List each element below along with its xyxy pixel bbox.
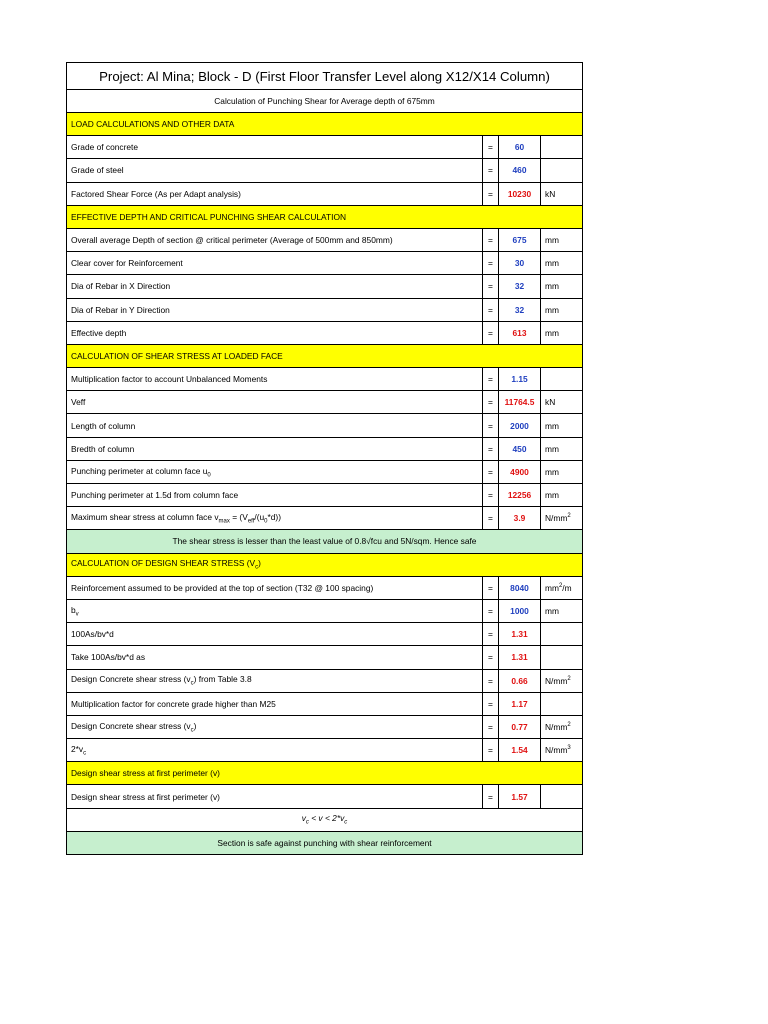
row-equals: =	[483, 252, 499, 275]
row-unit	[541, 136, 583, 159]
table-row	[67, 437, 583, 460]
row-value: 1.17	[499, 692, 541, 715]
row-unit: mm	[541, 228, 583, 251]
row-equals: =	[483, 715, 499, 738]
row-label: Grade of steel	[67, 159, 483, 182]
row-value: 1.15	[499, 368, 541, 391]
row-unit: kN	[541, 182, 583, 205]
row-label: Maximum shear stress at column face $v_{max} = (V_{eff}/(u_0*d))$	[67, 507, 483, 530]
row-equals: =	[483, 136, 499, 159]
row-label: Veff	[67, 391, 483, 414]
row-equals: =	[483, 391, 499, 414]
row-equals: =	[483, 646, 499, 669]
subtitle-row	[67, 90, 583, 113]
row-value: 2000	[499, 414, 541, 437]
table-row	[67, 785, 583, 808]
row-label: Effective depth	[67, 321, 483, 344]
row-label: Bredth of column	[67, 437, 483, 460]
row-value: 1000	[499, 599, 541, 622]
row-value: 1.31	[499, 646, 541, 669]
table-row	[67, 739, 583, 762]
row-equals: =	[483, 739, 499, 762]
row-equals: =	[483, 507, 499, 530]
table-row	[67, 507, 583, 530]
row-value: 32	[499, 275, 541, 298]
row-equals: =	[483, 460, 499, 483]
row-value: 30	[499, 252, 541, 275]
row-label: Punching perimeter at column face $u_0$	[67, 460, 483, 483]
row-label: Multiplication factor for concrete grade higher than M25	[67, 692, 483, 715]
row-unit: mm	[541, 252, 583, 275]
row-unit	[541, 646, 583, 669]
table-row	[67, 646, 583, 669]
row-value: 4900	[499, 460, 541, 483]
table-row	[67, 391, 583, 414]
section-header-first-perimeter: Design shear stress at first perimeter (v)	[67, 762, 583, 785]
table-row	[67, 414, 583, 437]
row-equals: =	[483, 182, 499, 205]
row-equals: =	[483, 159, 499, 182]
row-unit: mm	[541, 460, 583, 483]
row-equals: =	[483, 437, 499, 460]
row-value: 675	[499, 228, 541, 251]
row-equals: =	[483, 414, 499, 437]
row-label: Multiplication factor to account Unbalanced Moments	[67, 368, 483, 391]
table-row	[67, 484, 583, 507]
row-equals: =	[483, 368, 499, 391]
row-label: Reinforcement assumed to be provided at the top of section (T32 @ 100 spacing)	[67, 576, 483, 599]
row-equals: =	[483, 484, 499, 507]
row-equals: =	[483, 599, 499, 622]
row-value: 8040	[499, 576, 541, 599]
row-label: Take 100As/bv*d as	[67, 646, 483, 669]
row-unit: mm	[541, 298, 583, 321]
row-equals: =	[483, 785, 499, 808]
row-label: $b_v$	[67, 599, 483, 622]
row-unit: mm	[541, 484, 583, 507]
page-title: Project: Al Mina; Block - D (First Floor Transfer Level along X12/X14 Column)	[67, 63, 583, 90]
row-equals: =	[483, 298, 499, 321]
row-value: 60	[499, 136, 541, 159]
table-row	[67, 136, 583, 159]
section-header-design: CALCULATION OF DESIGN SHEAR STRESS $(V_c)$	[67, 553, 583, 576]
inequality-text: $v_c < v < 2*v_c$	[67, 808, 583, 831]
table-row	[67, 275, 583, 298]
row-unit: mm	[541, 414, 583, 437]
row-unit	[541, 785, 583, 808]
row-value: 32	[499, 298, 541, 321]
row-label: Dia of Rebar in Y Direction	[67, 298, 483, 321]
row-label: $2*v_c$	[67, 739, 483, 762]
page-subtitle: Calculation of Punching Shear for Average depth of 675mm	[67, 90, 583, 113]
row-equals: =	[483, 669, 499, 692]
table-row	[67, 182, 583, 205]
row-unit: $N/mm^3$	[541, 739, 583, 762]
row-unit	[541, 623, 583, 646]
row-unit: $mm^2/m$	[541, 576, 583, 599]
row-value: 1.31	[499, 623, 541, 646]
inequality-row	[67, 808, 583, 831]
row-unit	[541, 692, 583, 715]
table-row	[67, 252, 583, 275]
row-equals: =	[483, 623, 499, 646]
table-row	[67, 599, 583, 622]
conclusion-text: Section is safe against punching with shear reinforcement	[67, 831, 583, 854]
row-value: 613	[499, 321, 541, 344]
title-row	[67, 63, 583, 90]
row-value: 1.54	[499, 739, 541, 762]
row-unit: mm	[541, 599, 583, 622]
row-value: 450	[499, 437, 541, 460]
row-label: Clear cover for Reinforcement	[67, 252, 483, 275]
table-row	[67, 298, 583, 321]
row-value: 460	[499, 159, 541, 182]
row-unit: $N/mm^2$	[541, 507, 583, 530]
row-value: 3.9	[499, 507, 541, 530]
row-label: Design Concrete shear stress $(v_c)$	[67, 715, 483, 738]
table-row	[67, 715, 583, 738]
table-row	[67, 460, 583, 483]
row-unit: mm	[541, 275, 583, 298]
table-row	[67, 669, 583, 692]
table-row	[67, 692, 583, 715]
row-label: Design Concrete shear stress $(v_c)$ from Table 3.8	[67, 669, 483, 692]
row-label: 100As/bv*d	[67, 623, 483, 646]
row-value: 10230	[499, 182, 541, 205]
row-unit: $N/mm^2$	[541, 669, 583, 692]
row-value: 11764.5	[499, 391, 541, 414]
punching-shear-sheet	[66, 62, 583, 855]
row-unit: $N/mm^2$	[541, 715, 583, 738]
row-unit: kN	[541, 391, 583, 414]
row-unit	[541, 368, 583, 391]
section-header-depth: EFFECTIVE DEPTH AND CRITICAL PUNCHING SHEAR CALCULATION	[67, 205, 583, 228]
section-header-load: LOAD CALCULATIONS AND OTHER DATA	[67, 113, 583, 136]
row-label: Dia of Rebar in X Direction	[67, 275, 483, 298]
row-equals: =	[483, 275, 499, 298]
stress-check-note: The shear stress is lesser than the least value of 0.8√fcu and 5N/sqm. Hence safe	[67, 530, 583, 553]
row-label: Factored Shear Force (As per Adapt analysis)	[67, 182, 483, 205]
row-label: Overall average Depth of section @ critical perimeter (Average of 500mm and 850mm)	[67, 228, 483, 251]
row-equals: =	[483, 321, 499, 344]
conclusion-row	[67, 831, 583, 854]
table-row	[67, 159, 583, 182]
row-unit: mm	[541, 437, 583, 460]
row-label: Design shear stress at first perimeter (v)	[67, 785, 483, 808]
row-value: 12256	[499, 484, 541, 507]
row-value: 0.77	[499, 715, 541, 738]
row-equals: =	[483, 576, 499, 599]
row-label: Length of column	[67, 414, 483, 437]
table-row	[67, 321, 583, 344]
row-value: 1.57	[499, 785, 541, 808]
table-row	[67, 368, 583, 391]
table-row	[67, 228, 583, 251]
row-unit	[541, 159, 583, 182]
stress-check-note-row	[67, 530, 583, 553]
table-row	[67, 576, 583, 599]
row-unit: mm	[541, 321, 583, 344]
row-label: Punching perimeter at 1.5d from column face	[67, 484, 483, 507]
row-label: Grade of concrete	[67, 136, 483, 159]
table-row	[67, 623, 583, 646]
row-equals: =	[483, 228, 499, 251]
row-equals: =	[483, 692, 499, 715]
row-value: 0.66	[499, 669, 541, 692]
section-header-stress: CALCULATION OF SHEAR STRESS AT LOADED FACE	[67, 344, 583, 367]
